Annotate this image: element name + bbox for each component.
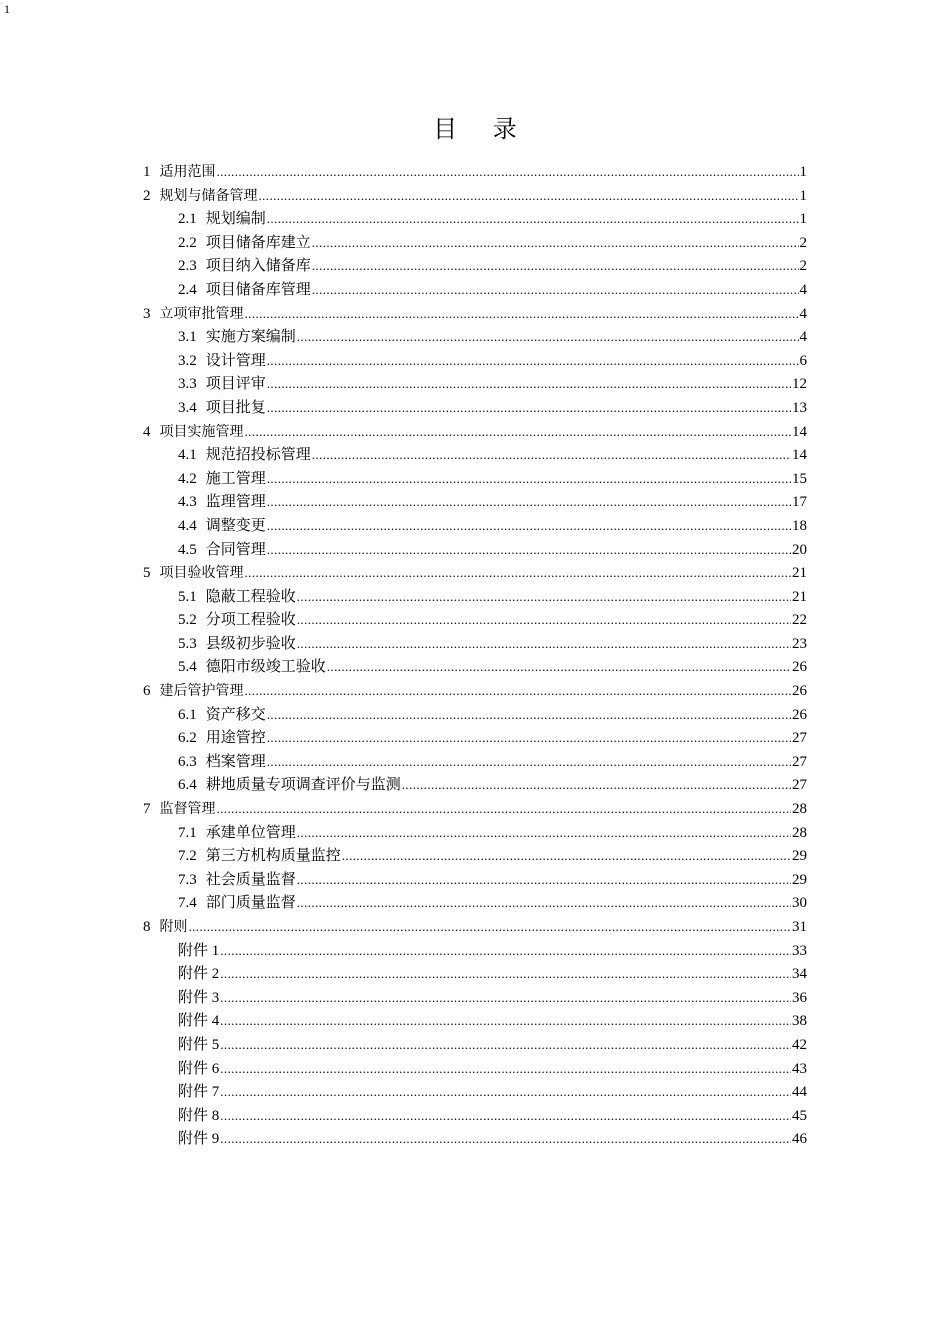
toc-entry-label: 规划编制	[205, 211, 266, 228]
dot-leader	[245, 561, 792, 585]
toc-entry[interactable]	[143, 821, 807, 845]
toc-entry-label: 附件 2	[178, 966, 220, 983]
toc-entry-page: 4	[799, 305, 807, 322]
toc-entry-label: 德阳市级竣工验收	[205, 659, 326, 676]
toc-entry-label: 附件 8	[178, 1107, 220, 1124]
toc-entry[interactable]	[143, 349, 807, 373]
toc-entry-label: 合同管理	[205, 541, 266, 558]
dot-leader	[267, 372, 791, 396]
toc-entry-number: 7.2	[178, 848, 197, 865]
toc-entry-page: 13	[792, 399, 807, 416]
dot-leader	[267, 207, 799, 231]
dot-leader	[342, 844, 791, 868]
toc-entry-page: 4	[799, 329, 807, 346]
dot-leader	[220, 939, 791, 963]
toc-entry-label: 第三方机构质量监控	[205, 848, 341, 865]
dot-leader	[297, 868, 791, 892]
toc-entry-page: 15	[792, 470, 807, 487]
toc-entry[interactable]	[143, 325, 807, 349]
toc-entry-label: 承建单位管理	[205, 824, 296, 841]
toc-entry-page: 33	[792, 942, 807, 959]
toc-entry[interactable]	[143, 514, 807, 538]
toc-entry-number: 4.5	[178, 541, 197, 558]
toc-entry-label: 附件 4	[178, 1013, 220, 1030]
toc-entry-page: 28	[792, 824, 807, 841]
toc-entry[interactable]	[143, 915, 807, 939]
toc-entry-number: 1	[143, 164, 151, 180]
toc-entry-number: 6.2	[178, 730, 197, 747]
toc-entry-label: 耕地质量专项调查评价与监测	[205, 777, 401, 794]
toc-entry-number: 3.4	[178, 399, 197, 416]
toc-entry[interactable]	[143, 420, 807, 444]
toc-entry-number: 7.4	[178, 895, 197, 912]
toc-entry[interactable]	[143, 278, 807, 302]
toc-entry-number: 2.3	[178, 258, 197, 275]
dot-leader	[312, 278, 799, 302]
dot-leader	[297, 632, 791, 656]
dot-leader	[217, 160, 799, 184]
dot-leader	[312, 231, 799, 255]
toc-entry-number: 7	[143, 801, 151, 818]
toc-entry-page: 23	[792, 635, 807, 652]
toc-entry-label: 附件 3	[178, 989, 220, 1006]
dot-leader	[267, 467, 791, 491]
toc-entry[interactable]	[143, 726, 807, 750]
toc-entry-number: 4.2	[178, 470, 197, 487]
toc-entry-page: 27	[792, 730, 807, 747]
dot-leader	[327, 655, 791, 679]
dot-leader	[220, 1033, 791, 1057]
toc-entry-number: 5	[143, 565, 151, 582]
dot-leader	[245, 302, 799, 326]
dot-leader	[297, 891, 791, 915]
toc-entry-number: 7.1	[178, 824, 197, 841]
toc-entry-page: 26	[792, 683, 807, 700]
toc-entry-label: 适用范围	[159, 164, 216, 180]
toc-entry[interactable]	[143, 1104, 807, 1128]
dot-leader	[220, 1127, 791, 1151]
toc-entry-label: 规范招投标管理	[205, 447, 311, 464]
dot-leader	[267, 703, 791, 727]
toc-entry-number: 2.4	[178, 281, 197, 298]
dot-leader	[402, 773, 791, 797]
toc-entry[interactable]	[143, 443, 807, 467]
toc-entry-label: 资产移交	[205, 706, 266, 723]
toc-entry[interactable]	[143, 467, 807, 491]
toc-entry-label: 项目批复	[205, 399, 266, 416]
toc-entry-label: 项目评审	[205, 376, 266, 393]
dot-leader	[267, 514, 791, 538]
toc-entry-number: 5.1	[178, 588, 197, 605]
dot-leader	[297, 585, 791, 609]
toc-entry[interactable]	[143, 184, 807, 208]
toc-entry-page: 2	[799, 258, 807, 275]
toc-entry[interactable]	[143, 797, 807, 821]
dot-leader	[245, 679, 792, 703]
toc-entry-number: 5.3	[178, 635, 197, 652]
toc-entry-page: 36	[792, 989, 807, 1006]
dot-leader	[267, 726, 791, 750]
toc-entry-page: 26	[792, 706, 807, 723]
toc-entry-page: 1	[799, 164, 807, 180]
toc-entry-page: 45	[792, 1107, 807, 1124]
toc-entry[interactable]	[143, 538, 807, 562]
toc-entry-number: 6.3	[178, 753, 197, 770]
toc-entry[interactable]	[143, 703, 807, 727]
toc-entry-label: 附则	[159, 919, 188, 935]
toc-entry-page: 34	[792, 966, 807, 983]
toc-entry[interactable]	[143, 254, 807, 278]
dot-leader	[267, 349, 799, 373]
toc-entry-label: 实施方案编制	[205, 329, 296, 346]
toc-entry-label: 隐蔽工程验收	[205, 588, 296, 605]
toc-entry[interactable]	[143, 490, 807, 514]
toc-entry[interactable]	[143, 1080, 807, 1104]
dot-leader	[312, 443, 791, 467]
toc-entry-label: 立项审批管理	[159, 305, 244, 322]
dot-leader	[259, 184, 799, 208]
toc-entry[interactable]	[143, 773, 807, 797]
toc-entry-number: 6.1	[178, 706, 197, 723]
toc-entry-page: 30	[792, 895, 807, 912]
toc-entry-number: 3.2	[178, 352, 197, 369]
toc-entry-number: 3	[143, 305, 151, 322]
toc-entry-page: 38	[792, 1013, 807, 1030]
dot-leader	[220, 1104, 791, 1128]
toc-entry-number: 5.4	[178, 659, 197, 676]
toc-entry-number: 2.2	[178, 234, 197, 251]
toc-entry-page: 42	[792, 1036, 807, 1053]
toc-entry-page: 29	[792, 871, 807, 888]
toc-entry[interactable]	[143, 160, 807, 184]
toc-entry-label: 设计管理	[205, 352, 266, 369]
toc-entry[interactable]	[143, 868, 807, 892]
toc-entry-number: 6	[143, 683, 151, 700]
toc-entry[interactable]	[143, 372, 807, 396]
toc-entry[interactable]	[143, 939, 807, 963]
dot-leader	[220, 1080, 791, 1104]
toc-entry-page: 20	[792, 541, 807, 558]
dot-leader	[312, 254, 799, 278]
toc-entry-page: 1	[799, 187, 807, 204]
toc-entry-page: 12	[792, 376, 807, 393]
toc-entry-page: 1	[799, 211, 807, 228]
toc-entry[interactable]	[143, 891, 807, 915]
toc-entry-label: 项目储备库管理	[205, 281, 311, 298]
toc-entry-page: 14	[792, 423, 807, 440]
toc-entry-page: 27	[792, 753, 807, 770]
toc-entry-label: 监理管理	[205, 494, 266, 511]
toc-entry[interactable]	[143, 679, 807, 703]
toc-entry-page: 18	[792, 517, 807, 534]
toc-entry-number: 8	[143, 919, 151, 935]
toc-entry-page: 22	[792, 612, 807, 629]
dot-leader	[220, 1009, 791, 1033]
toc-entry-page: 26	[792, 659, 807, 676]
toc-entry-label: 附件 1	[178, 942, 220, 959]
toc-entry-label: 规划与储备管理	[159, 187, 258, 204]
dot-leader	[220, 1057, 791, 1081]
toc-entry[interactable]	[143, 750, 807, 774]
toc-entry[interactable]	[143, 655, 807, 679]
toc-entry-number: 2	[143, 187, 151, 204]
toc-entry-label: 用途管控	[205, 730, 266, 747]
toc-entry-number: 7.3	[178, 871, 197, 888]
toc-entry-label: 监督管理	[159, 801, 216, 818]
toc-entry-label: 分项工程验收	[205, 612, 296, 629]
toc-entry-label: 县级初步验收	[205, 635, 296, 652]
toc-entry-number: 2.1	[178, 211, 197, 228]
toc-entry-label: 施工管理	[205, 470, 266, 487]
toc-entry-page: 29	[792, 848, 807, 865]
dot-leader	[245, 420, 792, 444]
toc-entry[interactable]	[143, 962, 807, 986]
toc-title: 目 录	[433, 115, 531, 143]
toc-entry-page: 44	[792, 1084, 807, 1101]
toc-entry-page: 27	[792, 777, 807, 794]
toc-entry-label: 项目实施管理	[159, 423, 244, 440]
toc-entry-number: 4.3	[178, 494, 197, 511]
toc-entry[interactable]	[143, 585, 807, 609]
toc-entry-page: 2	[799, 234, 807, 251]
toc-entry[interactable]	[143, 1057, 807, 1081]
toc-entry[interactable]	[143, 844, 807, 868]
toc-entry[interactable]	[143, 207, 807, 231]
toc-entry-label: 项目储备库建立	[205, 234, 311, 251]
toc-entry-number: 5.2	[178, 612, 197, 629]
dot-leader	[267, 538, 791, 562]
toc-entry[interactable]	[143, 302, 807, 326]
toc-entry[interactable]	[143, 1127, 807, 1151]
toc-entry-label: 档案管理	[205, 753, 266, 770]
toc-entry-label: 附件 7	[178, 1084, 220, 1101]
toc-entry-number: 4.1	[178, 447, 197, 464]
toc-entry-label: 附件 5	[178, 1036, 220, 1053]
toc-entry-page: 31	[792, 919, 807, 935]
toc-entry-page: 46	[792, 1131, 807, 1148]
toc-entry-label: 项目纳入储备库	[205, 258, 311, 275]
toc-entry-label: 建后管护管理	[159, 683, 244, 700]
toc-entry-label: 部门质量监督	[205, 895, 296, 912]
dot-leader	[297, 821, 791, 845]
toc-entry[interactable]	[143, 1033, 807, 1057]
dot-leader	[297, 608, 791, 632]
dot-leader	[217, 797, 792, 821]
toc-entry-label: 社会质量监督	[205, 871, 296, 888]
toc-entry-page: 17	[792, 494, 807, 511]
toc-entry-number: 3.3	[178, 376, 197, 393]
toc-entry-page: 28	[792, 801, 807, 818]
dot-leader	[267, 750, 791, 774]
toc-entry-label: 附件 9	[178, 1131, 220, 1148]
dot-leader	[220, 962, 791, 986]
toc-entry-label: 项目验收管理	[159, 565, 244, 582]
toc-entry-page: 43	[792, 1060, 807, 1077]
table-of-contents	[143, 160, 807, 1151]
dot-leader	[267, 396, 791, 420]
toc-entry[interactable]	[143, 632, 807, 656]
toc-entry[interactable]	[143, 231, 807, 255]
dot-leader	[189, 915, 792, 939]
toc-entry-number: 3.1	[178, 329, 197, 346]
toc-entry-page: 14	[792, 447, 807, 464]
toc-entry-number: 4.4	[178, 517, 197, 534]
toc-entry[interactable]	[143, 986, 807, 1010]
toc-entry[interactable]	[143, 608, 807, 632]
toc-entry-number: 4	[143, 423, 151, 440]
dot-leader	[267, 490, 791, 514]
toc-entry-label: 附件 6	[178, 1060, 220, 1077]
toc-entry-page: 6	[799, 352, 807, 369]
toc-entry-number: 6.4	[178, 777, 197, 794]
toc-entry-page: 21	[792, 565, 807, 582]
toc-entry[interactable]	[143, 1009, 807, 1033]
toc-entry[interactable]	[143, 561, 807, 585]
toc-entry-label: 调整变更	[205, 517, 266, 534]
dot-leader	[220, 986, 791, 1010]
toc-entry-page: 4	[799, 281, 807, 298]
toc-entry-page: 21	[792, 588, 807, 605]
page-number: 1	[4, 2, 10, 16]
toc-entry[interactable]	[143, 396, 807, 420]
dot-leader	[297, 325, 799, 349]
